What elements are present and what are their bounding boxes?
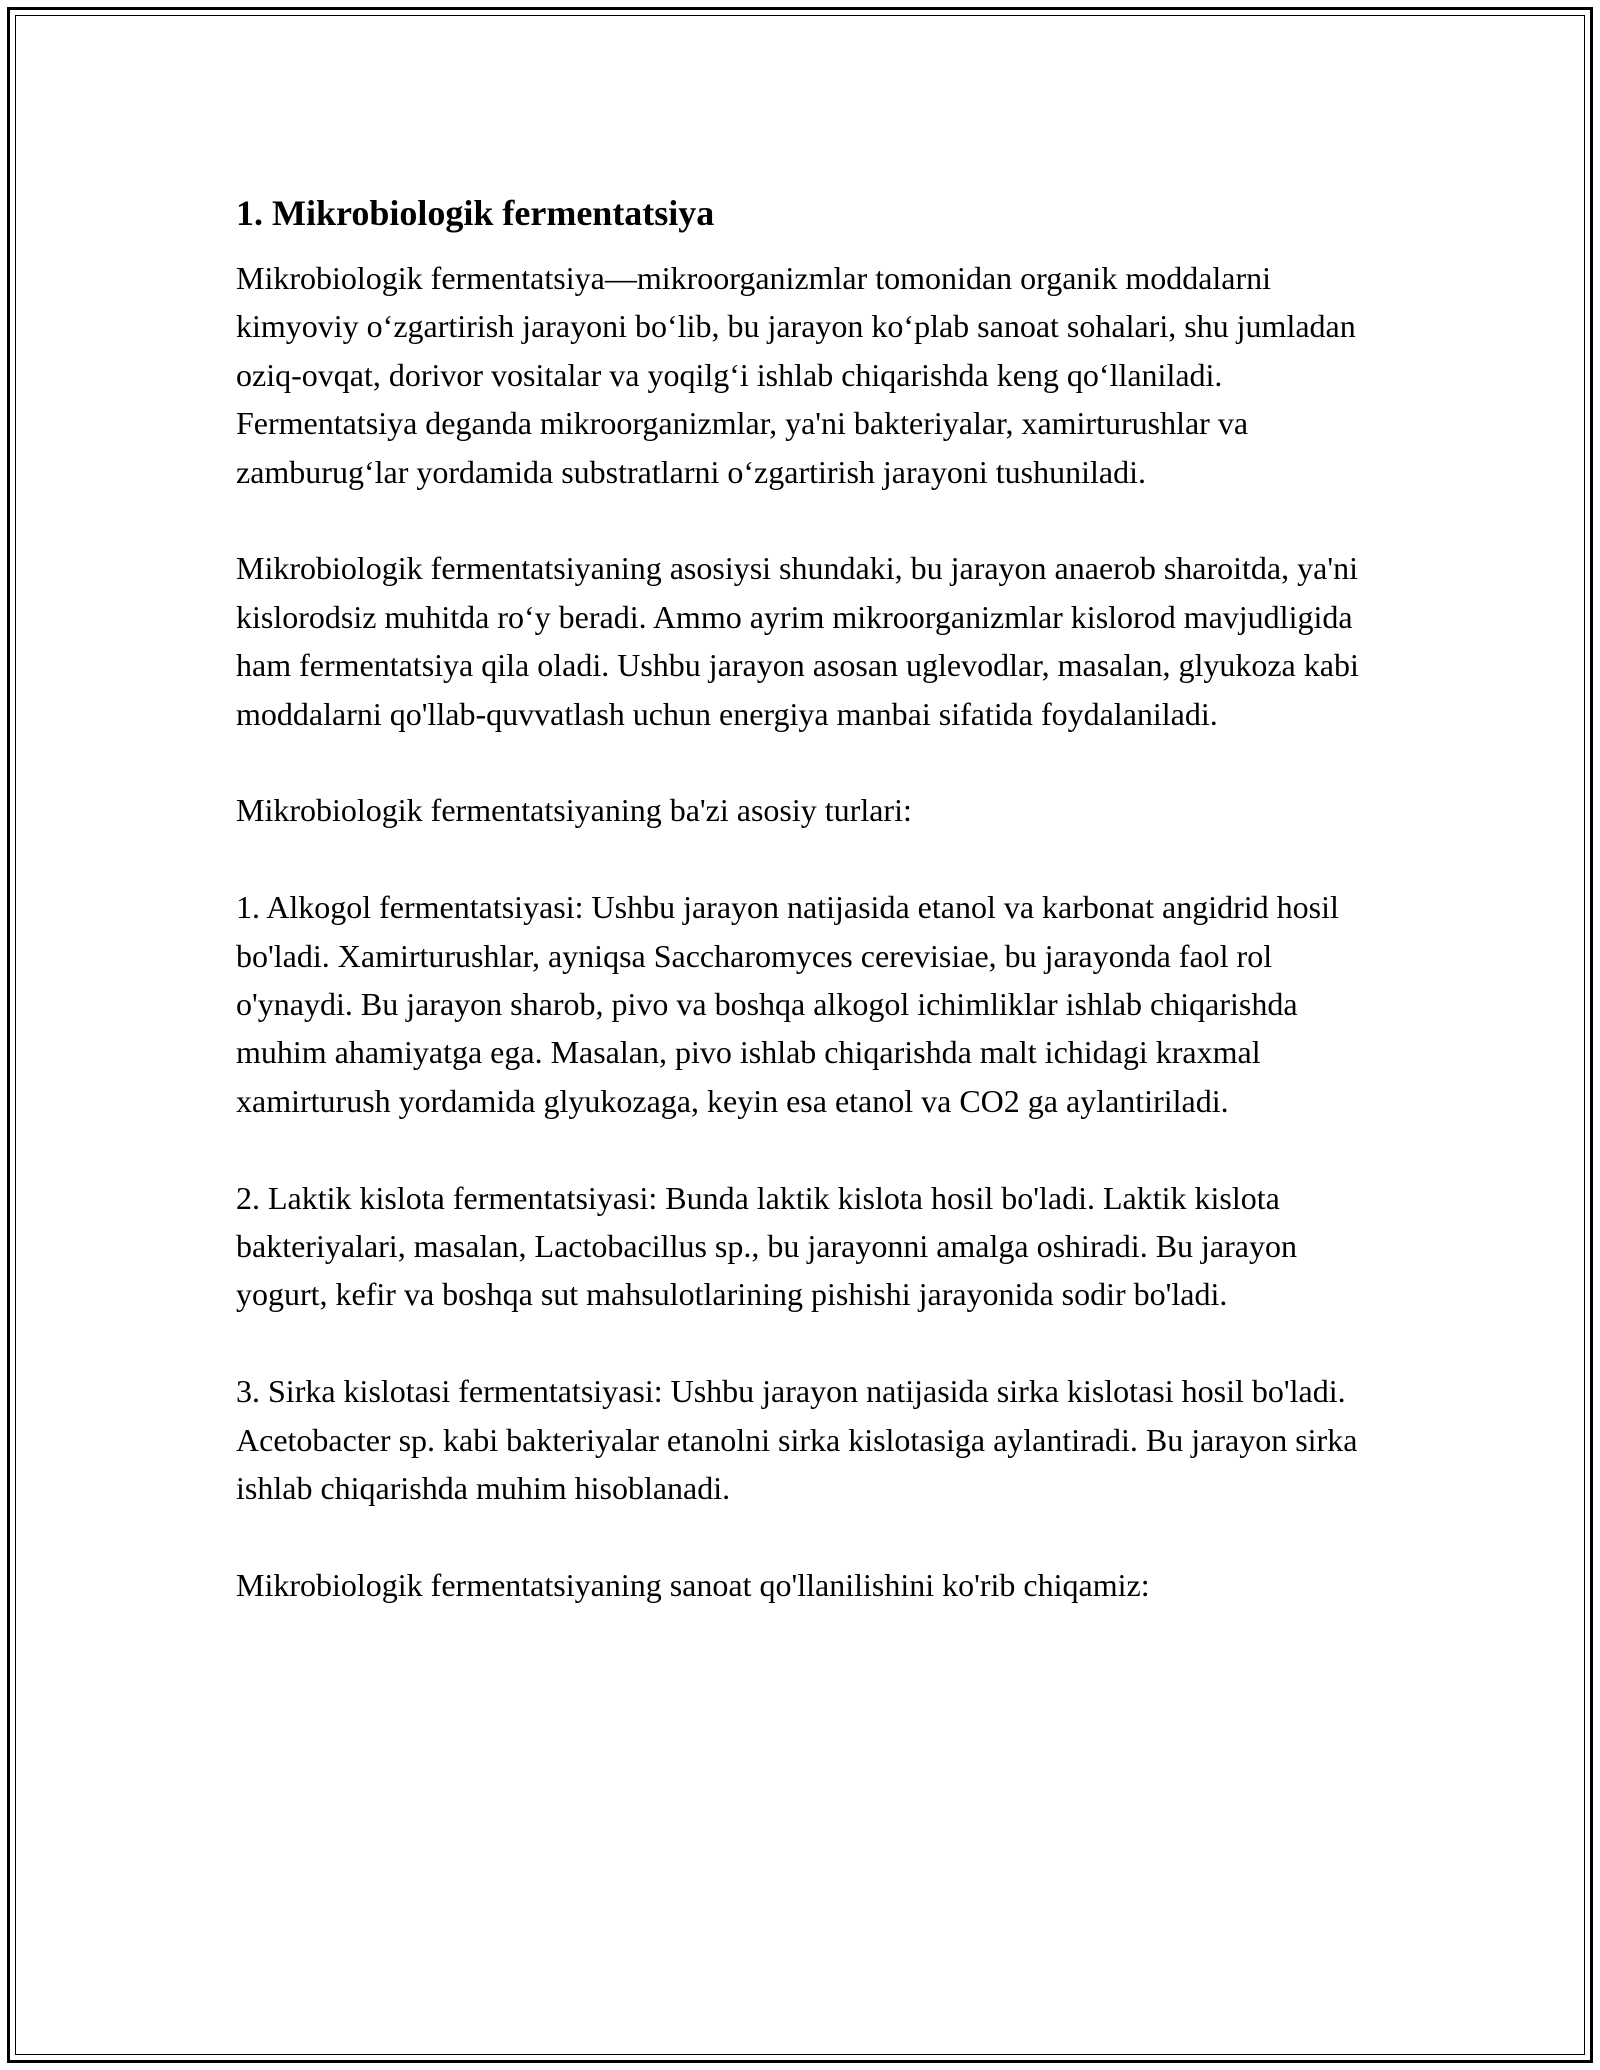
paragraph-lactic-fermentation: 2. Laktik kislota fermentatsiyasi: Bunda laktik kislota hosil bo'ladi. Laktik kislota bakteriyalari, masalan, Lactobacillus sp., bu jarayonni amalga oshiradi. Bu jarayon yogurt, kefir va boshqa sut mahsulotlarining pishishi jarayonida sodir bo'ladi.	[236, 1179, 1297, 1313]
paragraph-acetic-fermentation: 3. Sirka kislotasi fermentatsiyasi: Ushbu jarayon natijasida sirka kislotasi hosil bo'ladi. Acetobacter sp. kabi bakteriyalar etanolni sirka kislotasiga aylantiradi. Bu jarayon sirka ishlab chiqarishda muhim hisoblanadi.	[236, 1373, 1358, 1507]
paragraph-industrial-use: Mikrobiologik fermentatsiyaning sanoat qo'llanilishini ko'rib chiqamiz:	[236, 1566, 1150, 1603]
document-title: 1. Mikrobiologik fermentatsiya	[236, 193, 715, 233]
paragraph-anaerob: Mikrobiologik fermentatsiyaning asosiysi shundaki, bu jarayon anaerob sharoitda, ya'ni kislorodsiz muhitda ro‘y beradi. Ammo ayrim mikroorganizmlar kislorod mavjudligida ham fermentatsiya qila oladi. Ushbu jarayon asosan uglevodlar, masalan, glyukoza kabi moddalarni qo'llab-quvvatlash uchun energiya manbai sifatida foydalaniladi.	[236, 550, 1359, 732]
paragraph-alcohol-fermentation: 1. Alkogol fermentatsiyasi: Ushbu jarayon natijasida etanol va karbonat angidrid hosil bo'ladi. Xamirturushlar, ayniqsa Saccharomyces cerevisiae, bu jarayonda faol rol o'ynaydi. Bu jarayon sharob, pivo va boshqa alkogol ichimliklar ishlab chiqarishda muhim ahamiyatga ega. Masalan, pivo ishlab chiqarishda malt ichidagi kraxmal xamirturush yordamida glyukozaga, keyin esa etanol va CO2 ga aylantiriladi.	[236, 889, 1339, 1119]
paragraph-types-heading: Mikrobiologik fermentatsiyaning ba'zi asosiy turlari:	[236, 792, 912, 829]
paragraph-intro: Mikrobiologik fermentatsiya—mikroorganizmlar tomonidan organik moddalarni kimyoviy o‘zgartirish jarayoni bo‘lib, bu jarayon ko‘plab sanoat sohalari, shu jumladan oziq-ovqat, dorivor vositalar va yoqilg‘i ishlab chiqarishda keng qo‘llaniladi. Fermentatsiya deganda mikroorganizmlar, ya'ni bakteriyalar, xamirturushlar va zamburug‘lar yordamida substratlarni o‘zgartirish jarayoni tushuniladi.	[236, 260, 1356, 490]
document-body	[236, 188, 1376, 1658]
